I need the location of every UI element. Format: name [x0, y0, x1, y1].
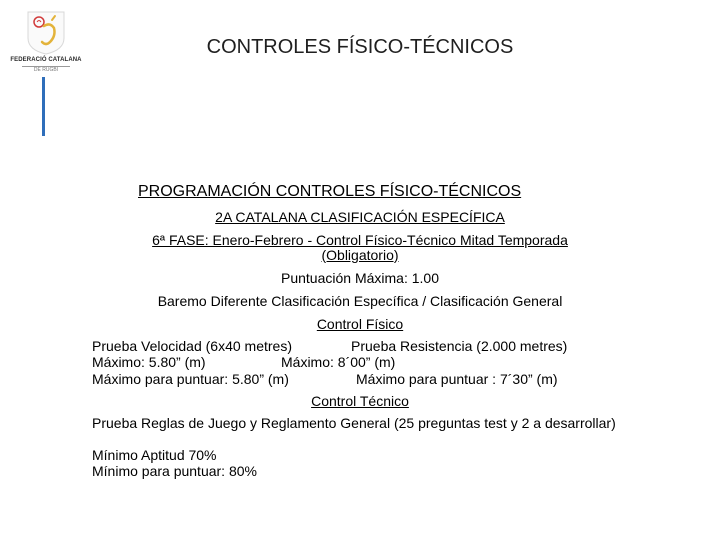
speed-test-label: Prueba Velocidad (6x40 metres) [92, 338, 292, 354]
technical-test-text: Prueba Reglas de Juego y Reglamento General (25 preguntas test y 2 a desarrollar) [92, 415, 616, 431]
scale-note-line: Baremo Diferente Clasificación Específica / Clasificación General [157, 293, 563, 309]
endurance-score-max-label: Máximo para puntuar : 7´30” (m) [356, 371, 558, 387]
physical-control-heading: Control Físico [316, 316, 404, 332]
logo-org-name: FEDERACIÓ CATALANA [10, 57, 82, 63]
endurance-test-label: Prueba Resistencia (2.000 metres) [351, 338, 568, 354]
phase-line: 6ª FASE: Enero-Febrero - Control Físico-Técnico Mitad Temporada [152, 232, 568, 248]
category-line: 2A CATALANA CLASIFICACIÓN ESPECÍFICA [215, 209, 505, 225]
rugby-shield-icon [8, 8, 84, 56]
min-aptitude-label: Mínimo Aptitud 70% [92, 447, 217, 463]
mandatory-line: (Obligatorio) [321, 247, 399, 263]
logo-org-sub: DE RUGBI [22, 66, 70, 73]
max-score-line: Puntuación Máxima: 1.00 [281, 270, 439, 286]
page-title: CONTROLES FÍSICO-TÉCNICOS [206, 36, 514, 58]
federation-logo [8, 8, 84, 78]
min-score-label: Mínimo para puntuar: 80% [92, 463, 257, 479]
accent-bar [42, 77, 45, 136]
speed-max-label: Máximo: 5.80” (m) [92, 354, 206, 370]
technical-control-heading: Control Técnico [311, 393, 409, 409]
endurance-max-label: Máximo: 8´00” (m) [281, 354, 396, 370]
speed-score-max-label: Máximo para puntuar: 5.80” (m) [92, 371, 289, 387]
program-title: PROGRAMACIÓN CONTROLES FÍSICO-TÉCNICOS [138, 183, 522, 200]
